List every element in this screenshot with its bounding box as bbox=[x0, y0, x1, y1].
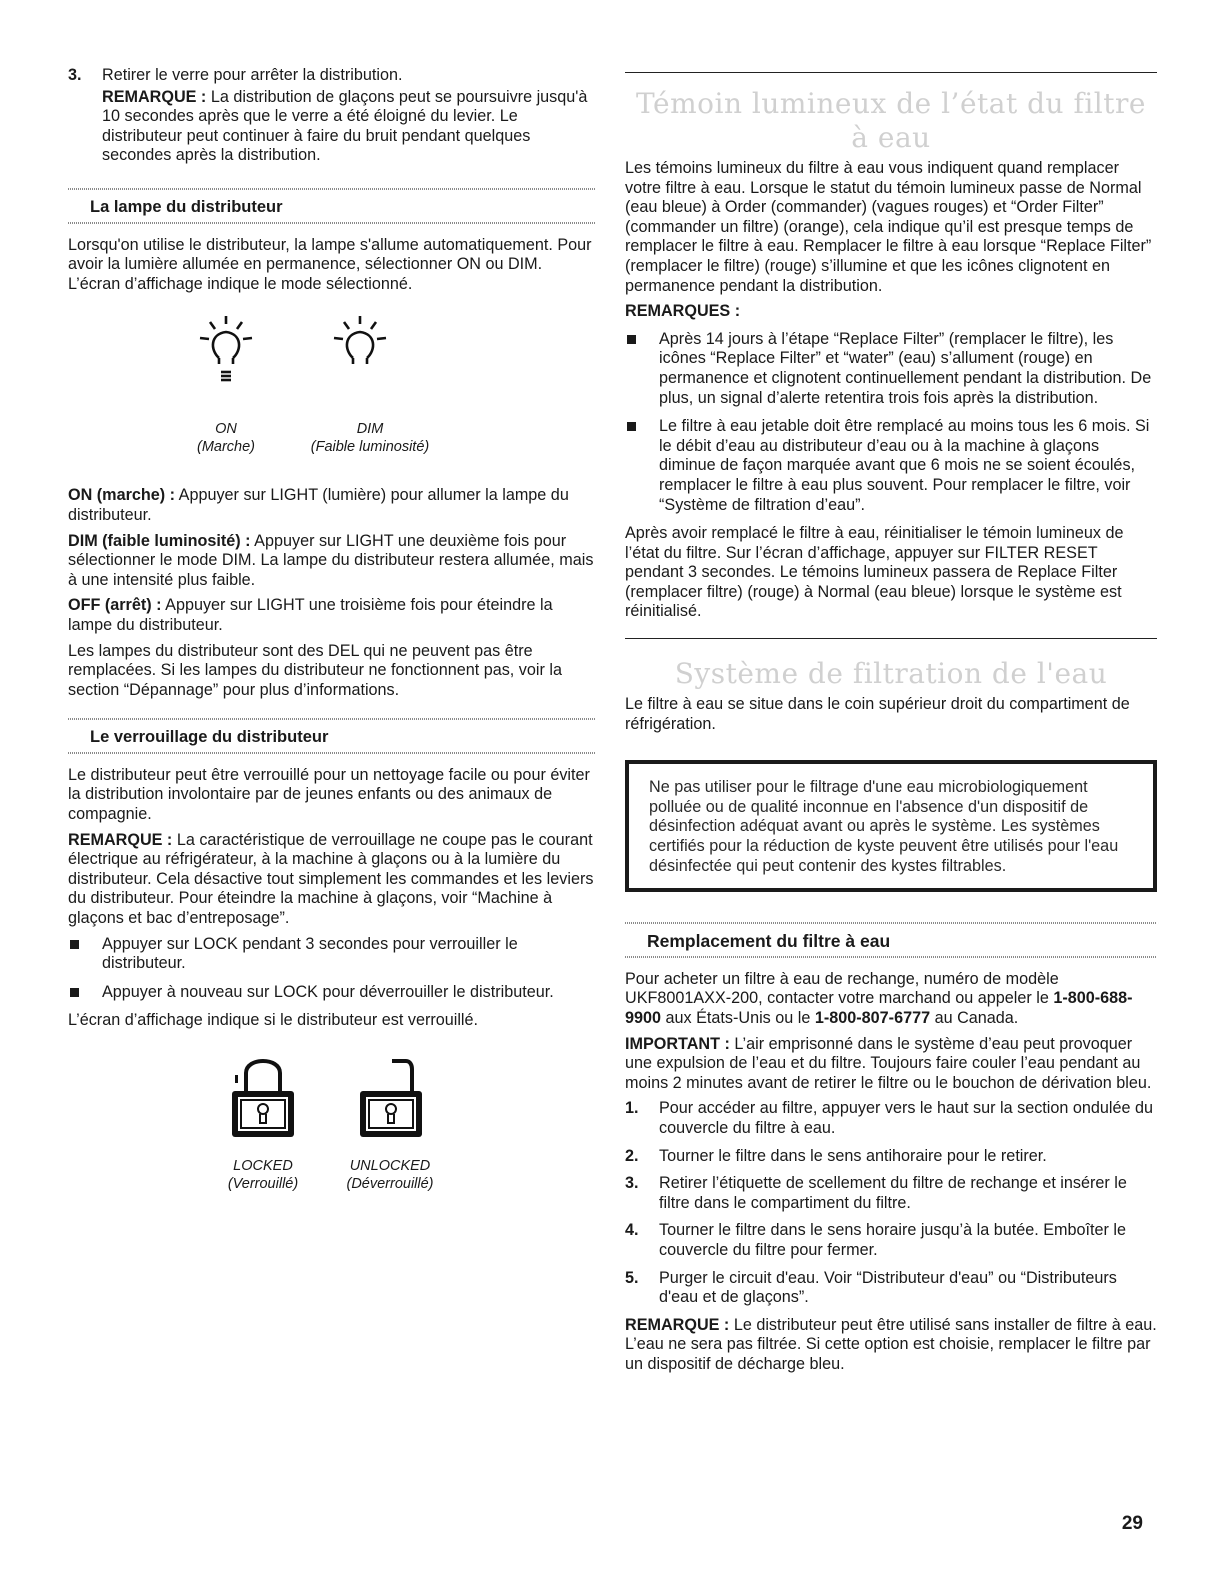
important-text: L’air emprisonné dans le système d’eau peut provoquer une expulsion de l’eau et du filtre. Toujours faire couler l’eau pendant au moins 2 minutes avant de retirer le filtre ou le bouchon de dérivation bleu. bbox=[625, 1034, 1152, 1092]
replace-step bbox=[625, 1221, 1157, 1260]
step-number: 5. bbox=[625, 1268, 639, 1287]
step-text: Tourner le filtre dans le sens horaire jusqu’à la butée. Emboîter le couvercle du filtre pour fermer. bbox=[659, 1221, 1126, 1259]
lock-bullet-text: Appuyer sur LOCK pendant 3 secondes pour verrouiller le distributeur. bbox=[102, 934, 518, 973]
unlocked-caption: UNLOCKED bbox=[349, 1158, 431, 1174]
important-note bbox=[625, 1035, 1157, 1094]
unlocked-subcaption: (Déverrouillé) bbox=[346, 1176, 434, 1192]
step-number: 4. bbox=[625, 1221, 639, 1240]
note-text: La distribution de glaçons peut se poursuivre jusqu'à 10 secondes après que le verre a été éloigné du levier. Le distributeur peut continuer à faire du bruit pendant quelques secondes après la distribution. bbox=[102, 87, 588, 165]
lamp-on-desc bbox=[68, 486, 596, 525]
filter-reset-text: Après avoir remplacé le filtre à eau, réinitialiser le témoin lumineux de l’état du filtre. Sur l’écran d’affichage, appuyer sur FILTER RESET pendant 3 secondes. Le témoins lumineux passera de Replace Filter (remplacer filtre) (rouge) à Normal (eau bleue) lorsque le système est réinitialisé. bbox=[625, 524, 1124, 621]
bulb-on-label bbox=[176, 420, 276, 456]
bulb-dim-icon bbox=[330, 312, 390, 392]
locked-caption: LOCKED bbox=[233, 1158, 293, 1174]
off-text: Appuyer sur LIGHT une troisième fois pour éteindre la lampe du distributeur. bbox=[68, 596, 553, 634]
filtration-system-title: Système de filtration de l'eau bbox=[674, 657, 1108, 691]
dim-label: DIM (faible luminosité) : bbox=[68, 531, 251, 550]
warning-text: Ne pas utiliser pour le filtrage d'une eau microbiologiquement polluée ou de qualité inconnue en l'absence d'un dispositif de désinfection adéquat avant ou après le système. Les systèmes certifiés pour la réduction de kyste peuvent être utilisés pour l'eau désinfectée qui peut contenir des kystes filtrables. bbox=[649, 778, 1119, 875]
unlock-bullet-text: Appuyer à nouveau sur LOCK pour déverrouiller le distributeur. bbox=[102, 982, 554, 1001]
remarque-bullet bbox=[625, 330, 1157, 408]
replace-step bbox=[625, 1099, 1157, 1138]
section-rule bbox=[625, 72, 1157, 73]
bulb-dim-subcaption: (Faible luminosité) bbox=[310, 439, 430, 456]
filter-status-title: Témoin lumineux de l’état du filtre à eau bbox=[636, 87, 1146, 154]
lock-bullet bbox=[68, 935, 596, 974]
unlock-bullet bbox=[68, 983, 596, 1003]
replace-step bbox=[625, 1174, 1157, 1213]
lock-display-note: L’écran d’affichage indique si le distributeur est verrouillé. bbox=[68, 1011, 479, 1030]
step-number: 1. bbox=[625, 1099, 639, 1118]
remarque-bullet-text: Après 14 jours à l’étape “Replace Filter” (remplacer le filtre), les icônes “Replace Filter” et “water” (eau) s’allument (rouge) en permanence et clignotent continuellement pendant la distribution. De plus, un signal d’alerte retentira trois fois après la distribution. bbox=[659, 329, 1152, 407]
bulb-on-caption: ON bbox=[215, 421, 237, 438]
replace-heading bbox=[625, 922, 1157, 958]
remarque-bullet-text: Le filtre à eau jetable doit être remplacé au moins tous les 6 mois. Si le débit d’eau au distributeur d’eau ou à la machine à glaçons diminue de façon marquée avant que 6 mois ne se soient écoulés, remplacer le filtre à eau plus souvent. Pour remplacer le filtre, voir “Système de filtration d’eau”. bbox=[659, 417, 1150, 514]
step-3 bbox=[68, 66, 596, 166]
lamp-led-note: Les lampes du distributeur sont des DEL qui ne peuvent pas être remplacées. Si les lampes du distributeur ne fonctionnent pas, voir la section “Dépannage” pour plus d’informations. bbox=[68, 641, 562, 699]
dim-text: Appuyer sur LIGHT une deuxième fois pour sélectionner le mode DIM. La lampe du distributeur restera allumée, mais à une intensité plus faible. bbox=[68, 531, 594, 589]
lamp-heading-text: La lampe du distributeur bbox=[90, 197, 283, 216]
replace-note-label: REMARQUE : bbox=[625, 1315, 730, 1334]
replace-intro-text: aux États-Unis ou le bbox=[661, 1009, 815, 1027]
filter-status-intro: Les témoins lumineux du filtre à eau vous indiquent quand remplacer votre filtre à eau. Lorsque le statut du témoin lumineux passe de Normal (eau bleue) à Order (commander) (vagues rouges) et “Order Filter” (commander un filtre) (orange), cela indique qu’il est presque temps de remplacer le filtre à eau. Remplacer le filtre à eau lorsque “Replace Filter” (remplacer le filtre) (rouge) s’illumine et que les icônes clignotent en permanence pendant la distribution. bbox=[625, 159, 1152, 295]
bulb-dim-label bbox=[300, 420, 440, 456]
locked-subcaption: (Verrouillé) bbox=[227, 1176, 299, 1192]
lock-note-text: La caractéristique de verrouillage ne coupe pas le courant électrique au réfrigérateur, à la machine à glaçons ou à la lumière du distributeur. Cela désactive tout simplement les commandes et les leviers du distributeur. Pour éteindre la machine à glaçons, voir “Machine à glaçons et bac d’entreposage”. bbox=[68, 830, 594, 928]
replace-note-text: Le distributeur peut être utilisé sans installer de filtre à eau. L’eau ne sera pas filtrée. Si cette option est choisie, remplacer le filtre par un dispositif de décharge bleu. bbox=[625, 1315, 1157, 1373]
locked-label bbox=[208, 1157, 318, 1193]
step-note bbox=[102, 88, 596, 166]
note-label: REMARQUE : bbox=[102, 87, 207, 106]
step-text: Pour accéder au filtre, appuyer vers le haut sur la section ondulée du couvercle du filtre à eau. bbox=[659, 1099, 1154, 1137]
step-text: Retirer l’étiquette de scellement du filtre de rechange et insérer le filtre dans le compartiment du filtre. bbox=[659, 1174, 1127, 1212]
lock-heading bbox=[68, 718, 596, 754]
bullet-square-icon bbox=[627, 422, 636, 431]
remarque-bullet bbox=[625, 417, 1157, 515]
step-number: 3. bbox=[68, 66, 82, 84]
bullet-square-icon bbox=[70, 988, 79, 997]
lock-note bbox=[68, 831, 596, 929]
left-column bbox=[68, 66, 596, 1209]
replace-intro-text: au Canada. bbox=[930, 1009, 1019, 1027]
lock-note-label: REMARQUE : bbox=[68, 830, 173, 849]
section-rule bbox=[625, 638, 1157, 639]
on-text: Appuyer sur LIGHT (lumière) pour allumer la lampe du distributeur. bbox=[68, 486, 569, 524]
replace-intro bbox=[625, 970, 1157, 1029]
remarques-label bbox=[625, 302, 1157, 322]
phone-canada: 1-800-807-6777 bbox=[814, 1009, 931, 1027]
warning-box bbox=[625, 760, 1157, 892]
important-label: IMPORTANT : bbox=[625, 1034, 730, 1053]
step-text: Retirer le verre pour arrêter la distribution. bbox=[102, 66, 403, 84]
phone-us: 1-800-688-9900 bbox=[625, 989, 1133, 1027]
lock-figure bbox=[68, 1049, 596, 1209]
step-text: Tourner le filtre dans le sens antihoraire pour le retirer. bbox=[659, 1146, 1047, 1165]
replace-step bbox=[625, 1147, 1157, 1167]
replace-heading-text: Remplacement du filtre à eau bbox=[647, 931, 891, 952]
off-label: OFF (arrêt) : bbox=[68, 596, 162, 615]
bulb-on-subcaption: (Marche) bbox=[196, 439, 255, 456]
lock-intro: Le distributeur peut être verrouillé pour un nettoyage facile ou pour éviter la distribution involontaire par de jeunes enfants ou des animaux de compagnie. bbox=[68, 765, 590, 824]
bulb-dim-caption: DIM bbox=[356, 421, 384, 438]
replace-step bbox=[625, 1269, 1157, 1308]
lamp-off-desc bbox=[68, 596, 596, 635]
replace-note bbox=[625, 1316, 1157, 1375]
lamp-intro: Lorsqu'on utilise le distributeur, la lampe s'allume automatiquement. Pour avoir la lumière allumée en permanence, sélectionner ON ou DIM. L’écran d’affichage indique le mode sélectionné. bbox=[68, 235, 592, 293]
step-number: 3. bbox=[625, 1174, 639, 1193]
step-number: 2. bbox=[625, 1146, 639, 1165]
padlock-locked-icon bbox=[228, 1053, 298, 1143]
right-column bbox=[625, 72, 1157, 1381]
bullet-square-icon bbox=[70, 940, 79, 949]
filtration-system-intro: Le filtre à eau se situe dans le coin supérieur droit du compartiment de réfrigération. bbox=[625, 695, 1130, 733]
bullet-square-icon bbox=[627, 335, 636, 344]
replace-intro-text: Pour acheter un filtre à eau de rechange, numéro de modèle UKF8001AXX-200, contacter votre marchand ou appeler le bbox=[625, 969, 1059, 1008]
bulb-on-icon bbox=[196, 312, 256, 392]
lock-heading-text: Le verrouillage du distributeur bbox=[90, 728, 329, 747]
on-label: ON (marche) : bbox=[68, 486, 176, 505]
lamp-heading bbox=[68, 188, 596, 224]
unlocked-label bbox=[330, 1157, 450, 1193]
remarques-label-text: REMARQUES : bbox=[625, 302, 741, 321]
padlock-unlocked-icon bbox=[356, 1053, 426, 1143]
step-text: Purger le circuit d'eau. Voir “Distributeur d'eau” ou “Distributeurs d'eau et de glaçons”. bbox=[659, 1268, 1117, 1307]
lamp-figure bbox=[68, 306, 596, 486]
page-number: 29 bbox=[1121, 1513, 1143, 1534]
lamp-dim-desc bbox=[68, 532, 596, 591]
